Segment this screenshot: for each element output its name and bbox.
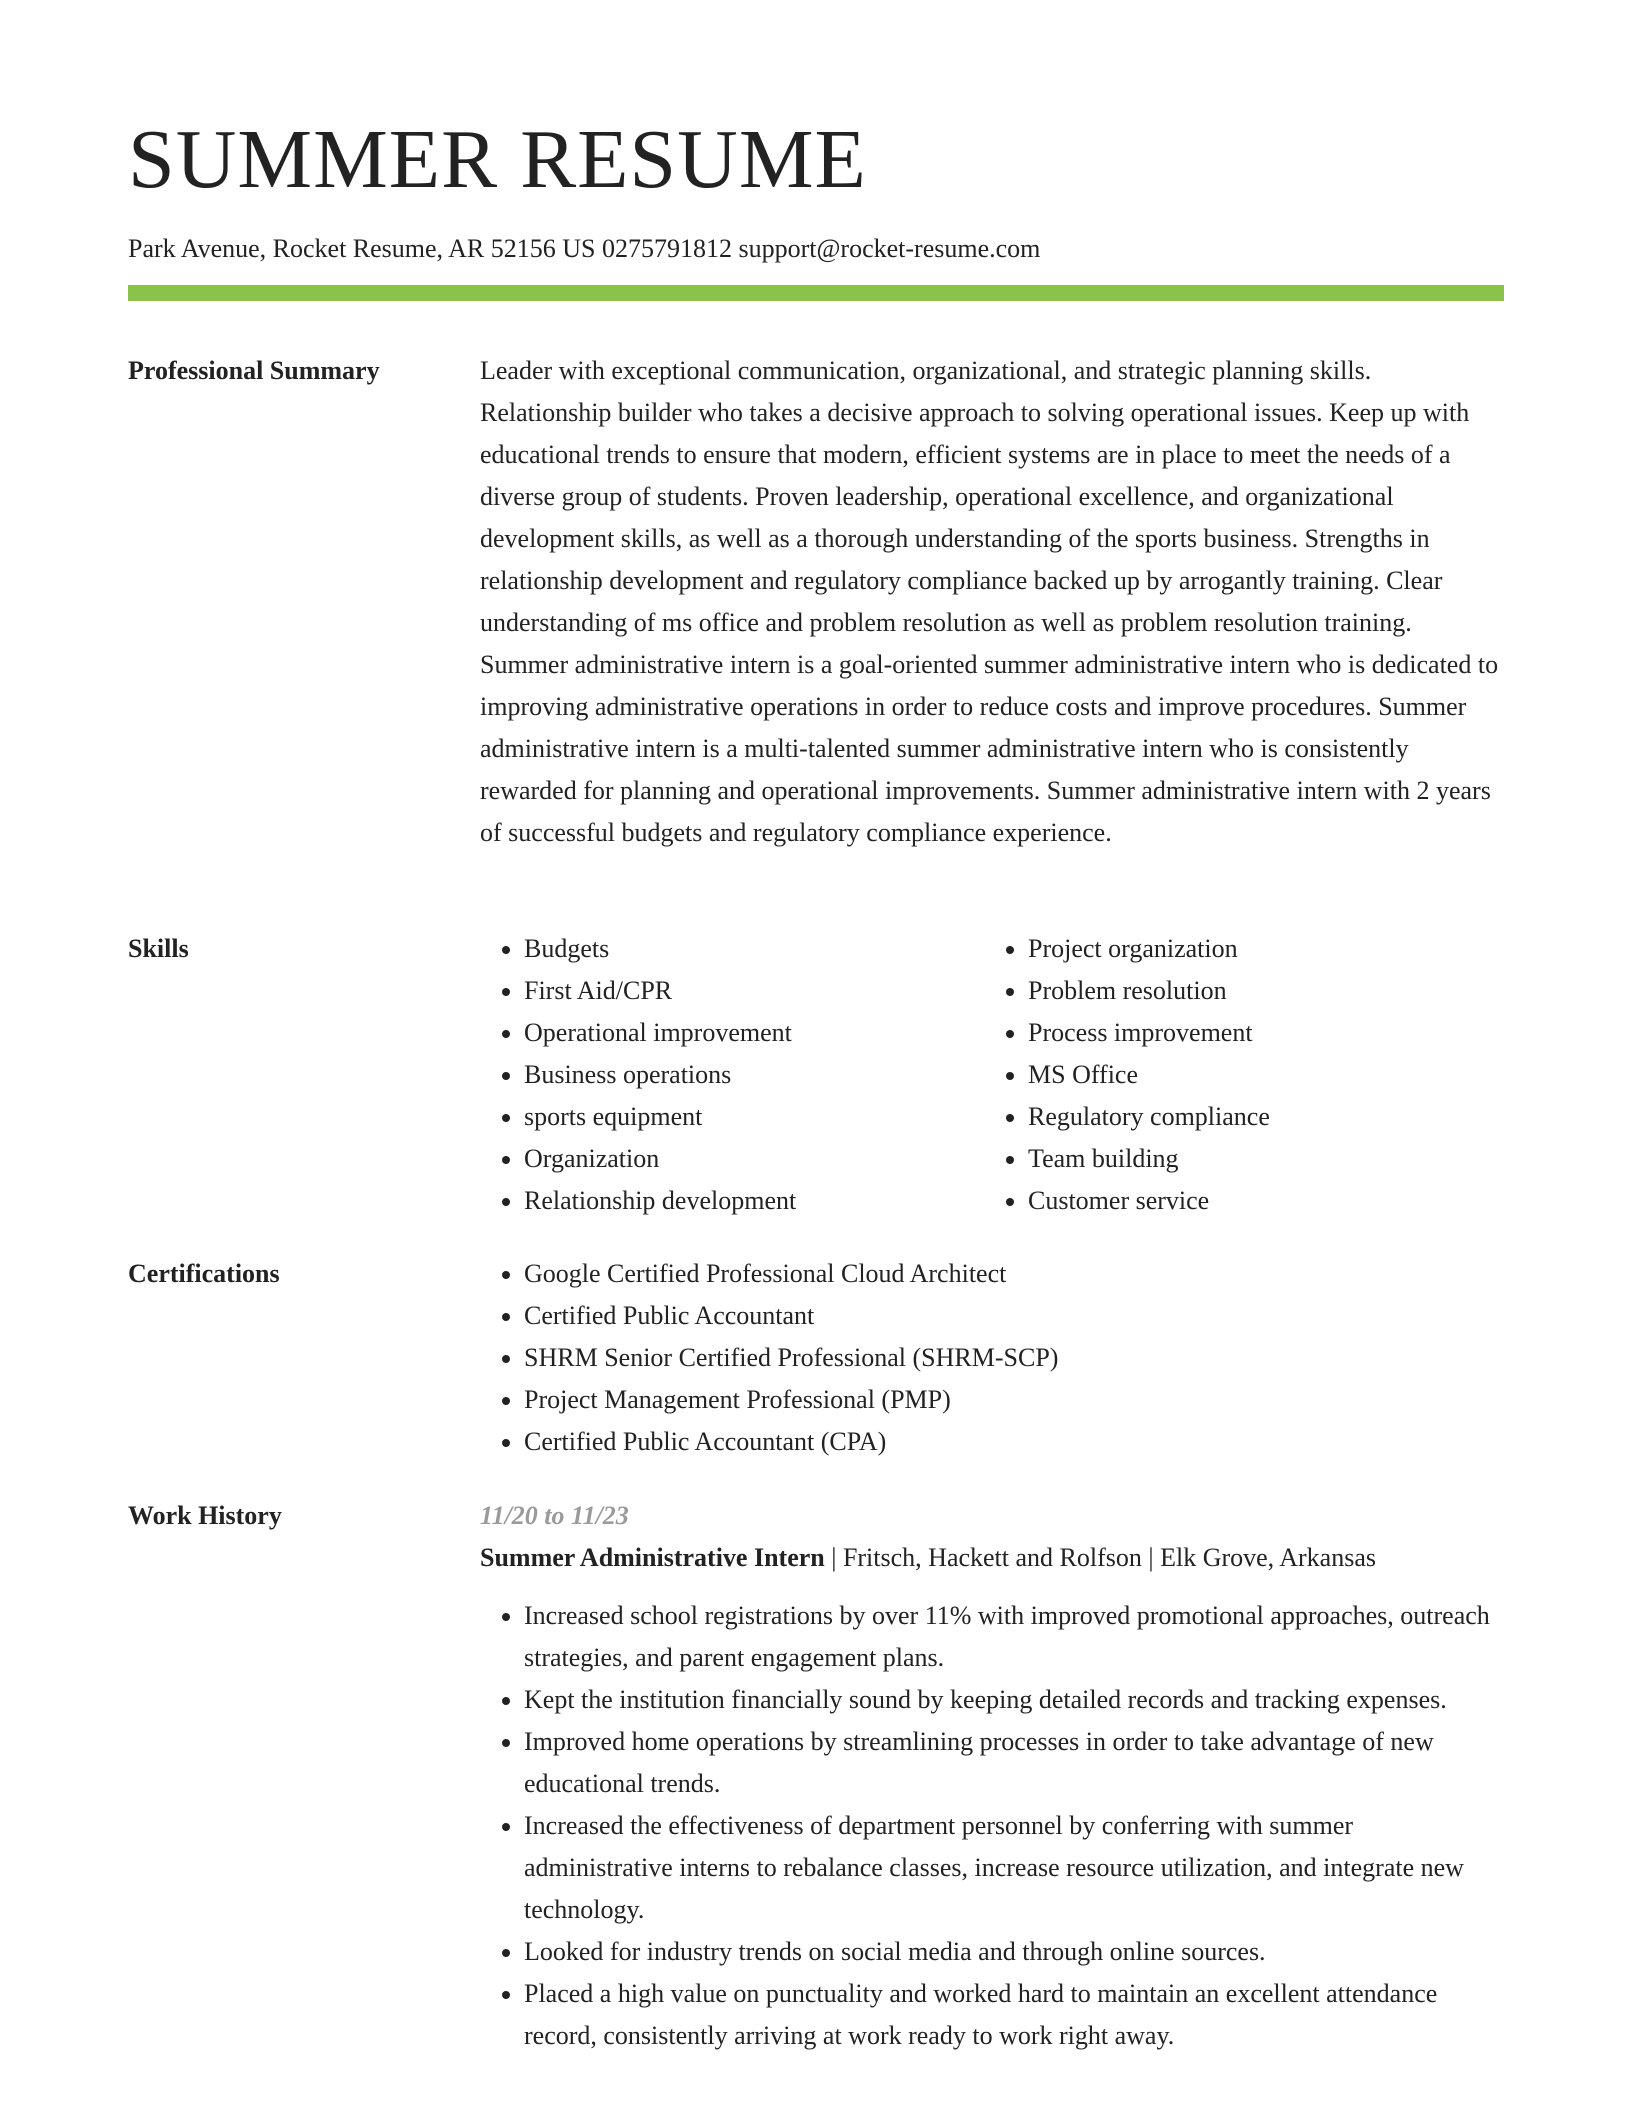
work-history-heading: Work History xyxy=(128,1501,282,1530)
skill-item: • Problem resolution xyxy=(1028,970,1528,1012)
summary-body xyxy=(480,350,1504,854)
skill-item: • Process improvement xyxy=(1028,1012,1528,1054)
job-title: Summer Administrative Intern xyxy=(480,1543,825,1572)
work-history-body xyxy=(480,1495,1504,2057)
skill-item: • Organization xyxy=(524,1138,984,1180)
job-bullet: • Improved home operations by streamlining processes in order to take advantage of new educational trends. xyxy=(524,1721,1504,1805)
job-bullets xyxy=(480,1595,1504,2057)
skills-heading: Skills xyxy=(128,934,189,963)
job-bullet: • Kept the institution financially sound by keeping detailed records and tracking expenses. xyxy=(524,1679,1504,1721)
skill-item: • MS Office xyxy=(1028,1054,1528,1096)
skill-item: • Relationship development xyxy=(524,1180,984,1222)
skills-list-left xyxy=(480,928,984,1222)
skill-item: • Project organization xyxy=(1028,928,1528,970)
certifications-body xyxy=(480,1253,1504,1463)
certifications-list xyxy=(480,1253,1504,1463)
skills-list-right xyxy=(984,928,1528,1222)
job-heading xyxy=(480,1537,1504,1579)
certification-item: • Google Certified Professional Cloud Architect xyxy=(524,1253,1504,1295)
job-date: 11/20 to 11/23 xyxy=(480,1501,629,1530)
skill-item: • sports equipment xyxy=(524,1096,984,1138)
skill-item: • Business operations xyxy=(524,1054,984,1096)
certification-item: • SHRM Senior Certified Professional (SHRM-SCP) xyxy=(524,1337,1504,1379)
certifications-heading: Certifications xyxy=(128,1259,280,1288)
skill-item: • First Aid/CPR xyxy=(524,970,984,1012)
certification-item: • Certified Public Accountant xyxy=(524,1295,1504,1337)
skill-item: • Team building xyxy=(1028,1138,1528,1180)
skill-item: • Budgets xyxy=(524,928,984,970)
certification-item: • Certified Public Accountant (CPA) xyxy=(524,1421,1504,1463)
certification-item: • Project Management Professional (PMP) xyxy=(524,1379,1504,1421)
summary-heading: Professional Summary xyxy=(128,356,380,385)
contact-line: Park Avenue, Rocket Resume, AR 52156 US 0275791812 support@rocket-resume.com xyxy=(128,234,1041,263)
resume-name: SUMMER RESUME xyxy=(128,113,867,206)
job-employer-location: | Fritsch, Hackett and Rolfson | Elk Grove, Arkansas xyxy=(824,1543,1376,1572)
summary-text: Leader with exceptional communication, organizational, and strategic planning skills. Relationship builder who takes a decisive approach to solving operational issues. Keep up with educational trends to ensure that modern, efficient systems are in place to meet the needs of a diverse group of students. Proven leadership, operational excellence, and organizational development skills, as well as a thorough understanding of the sports business. Strengths in relationship development and regulatory compliance backed up by arrogantly training. Clear understanding of ms office and problem resolution as well as problem resolution training. Summer administrative intern is a goal-oriented summer administrative intern who is dedicated to improving administrative operations in order to reduce costs and improve procedures. Summer administrative intern is a multi-talented summer administrative intern who is consistently rewarded for planning and operational improvements. Summer administrative intern with 2 years of successful budgets and regulatory compliance experience. xyxy=(480,356,1499,847)
job-bullet: • Placed a high value on punctuality and worked hard to maintain an excellent attendance record, consistently arriving at work ready to work right away. xyxy=(524,1973,1504,2057)
skill-item: • Operational improvement xyxy=(524,1012,984,1054)
skill-item: • Customer service xyxy=(1028,1180,1528,1222)
job-bullet: • Looked for industry trends on social media and through online sources. xyxy=(524,1931,1504,1973)
job-bullet: • Increased the effectiveness of department personnel by conferring with summer administrative interns to rebalance classes, increase resource utilization, and integrate new technology. xyxy=(524,1805,1504,1931)
skills-body xyxy=(480,928,1504,1222)
header-accent-rule xyxy=(128,285,1504,301)
skill-item: • Regulatory compliance xyxy=(1028,1096,1528,1138)
job-bullet: • Increased school registrations by over 11% with improved promotional approaches, outreach strategies, and parent engagement plans. xyxy=(524,1595,1504,1679)
